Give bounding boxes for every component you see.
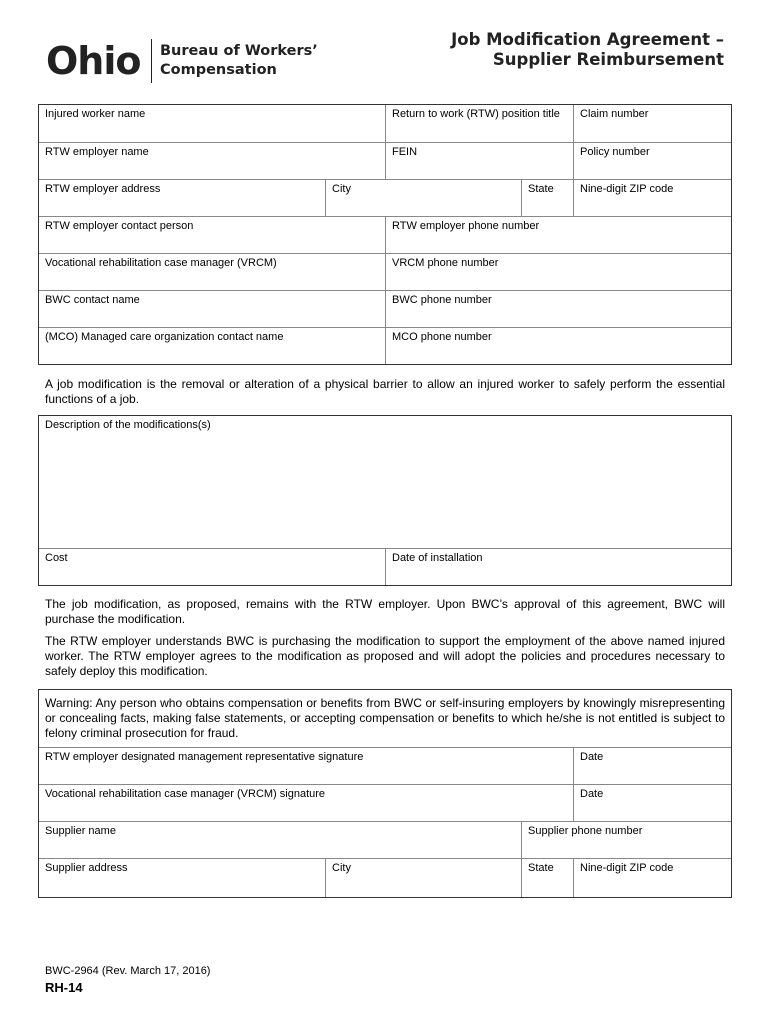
vrcm-signature-field[interactable]: Vocational rehabilitation case manager (VRCM) signature bbox=[45, 788, 326, 800]
injured-worker-name-field[interactable]: Injured worker name bbox=[45, 108, 146, 120]
info-row bbox=[39, 290, 731, 327]
info-row bbox=[39, 253, 731, 290]
agency-line-2: Compensation bbox=[160, 62, 277, 78]
rtw-position-title-field[interactable]: Return to work (RTW) position title bbox=[385, 105, 573, 142]
modification-grid bbox=[38, 415, 732, 586]
modification-description-field[interactable]: Description of the modifications(s) bbox=[45, 419, 211, 431]
supplier-zip-field[interactable]: Nine-digit ZIP code bbox=[573, 859, 731, 897]
installation-date-field[interactable]: Date of installation bbox=[385, 549, 731, 585]
worker-employer-info-grid bbox=[38, 104, 732, 365]
cost-field[interactable]: Cost bbox=[45, 552, 68, 564]
vrcm-signature-date-field[interactable]: Date bbox=[573, 785, 731, 821]
fein-field[interactable]: FEIN bbox=[385, 143, 573, 179]
info-row bbox=[39, 858, 731, 897]
supplier-phone-field[interactable]: Supplier phone number bbox=[521, 822, 731, 858]
info-row bbox=[39, 416, 731, 548]
vrcm-phone-field[interactable]: VRCM phone number bbox=[385, 254, 731, 290]
bwc-contact-name-field[interactable]: BWC contact name bbox=[45, 294, 140, 306]
supplier-name-field[interactable]: Supplier name bbox=[45, 825, 116, 837]
form-code: RH-14 bbox=[45, 980, 83, 995]
employer-signature-field[interactable]: RTW employer designated management representative signature bbox=[45, 751, 364, 763]
mco-phone-field[interactable]: MCO phone number bbox=[385, 328, 731, 364]
info-row bbox=[39, 784, 731, 821]
state-field[interactable]: State bbox=[521, 180, 573, 216]
info-row bbox=[39, 747, 731, 784]
fraud-warning: Warning: Any person who obtains compensation or benefits from BWC or self-insuring employers by knowingly misrepresenting or concealing facts, making false statements, or accepting compensation or benefits to which he/she is not entitled is subject to felony criminal prosecution for fraud. bbox=[45, 696, 725, 740]
zip-code-field[interactable]: Nine-digit ZIP code bbox=[573, 180, 731, 216]
supplier-state-field[interactable]: State bbox=[521, 859, 573, 897]
logo-divider bbox=[151, 39, 153, 83]
rtw-employer-address-field[interactable]: RTW employer address bbox=[45, 183, 161, 195]
info-row bbox=[39, 548, 731, 585]
policy-number-field[interactable]: Policy number bbox=[573, 143, 731, 179]
rtw-phone-field[interactable]: RTW employer phone number bbox=[385, 217, 731, 253]
vrcm-name-field[interactable]: Vocational rehabilitation case manager (VRCM) bbox=[45, 257, 277, 269]
bwc-phone-field[interactable]: BWC phone number bbox=[385, 291, 731, 327]
claim-number-field[interactable]: Claim number bbox=[573, 105, 731, 142]
agency-name bbox=[160, 42, 318, 80]
rtw-contact-person-field[interactable]: RTW employer contact person bbox=[45, 220, 194, 232]
rtw-employer-name-field[interactable]: RTW employer name bbox=[45, 146, 149, 158]
info-row bbox=[39, 142, 731, 179]
purchase-statement: The job modification, as proposed, remains with the RTW employer. Upon BWC’s approval of this agreement, BWC will purchase the modification. bbox=[45, 597, 725, 626]
signature-supplier-grid bbox=[38, 689, 732, 898]
form-title bbox=[451, 30, 724, 70]
employer-signature-date-field[interactable]: Date bbox=[573, 748, 731, 784]
form-title-line-1: Job Modification Agreement – bbox=[451, 30, 724, 49]
form-title-line-2: Supplier Reimbursement bbox=[492, 50, 724, 69]
info-row bbox=[39, 216, 731, 253]
supplier-city-field[interactable]: City bbox=[325, 859, 521, 897]
info-row bbox=[39, 821, 731, 858]
info-row bbox=[39, 327, 731, 364]
city-field[interactable]: City bbox=[325, 180, 521, 216]
supplier-address-field[interactable]: Supplier address bbox=[45, 862, 128, 874]
warning-row bbox=[39, 690, 731, 747]
job-modification-definition: A job modification is the removal or alteration of a physical barrier to allow an injured worker to safely perform the essential functions of a job. bbox=[45, 377, 725, 406]
agency-line-1: Bureau of Workers’ bbox=[160, 43, 318, 59]
mco-contact-name-field[interactable]: (MCO) Managed care organization contact name bbox=[45, 331, 284, 343]
info-row bbox=[39, 105, 731, 142]
employer-agreement-statement: The RTW employer understands BWC is purchasing the modification to support the employment of the above named injured worker. The RTW employer agrees to the modification as proposed and will adopt the policies and procedures necessary to safely deploy this modification. bbox=[45, 634, 725, 678]
ohio-logo-word: Ohio bbox=[46, 39, 141, 83]
form-number: BWC-2964 (Rev. March 17, 2016) bbox=[45, 965, 211, 977]
ohio-bwc-logo bbox=[46, 38, 318, 84]
info-row bbox=[39, 179, 731, 216]
